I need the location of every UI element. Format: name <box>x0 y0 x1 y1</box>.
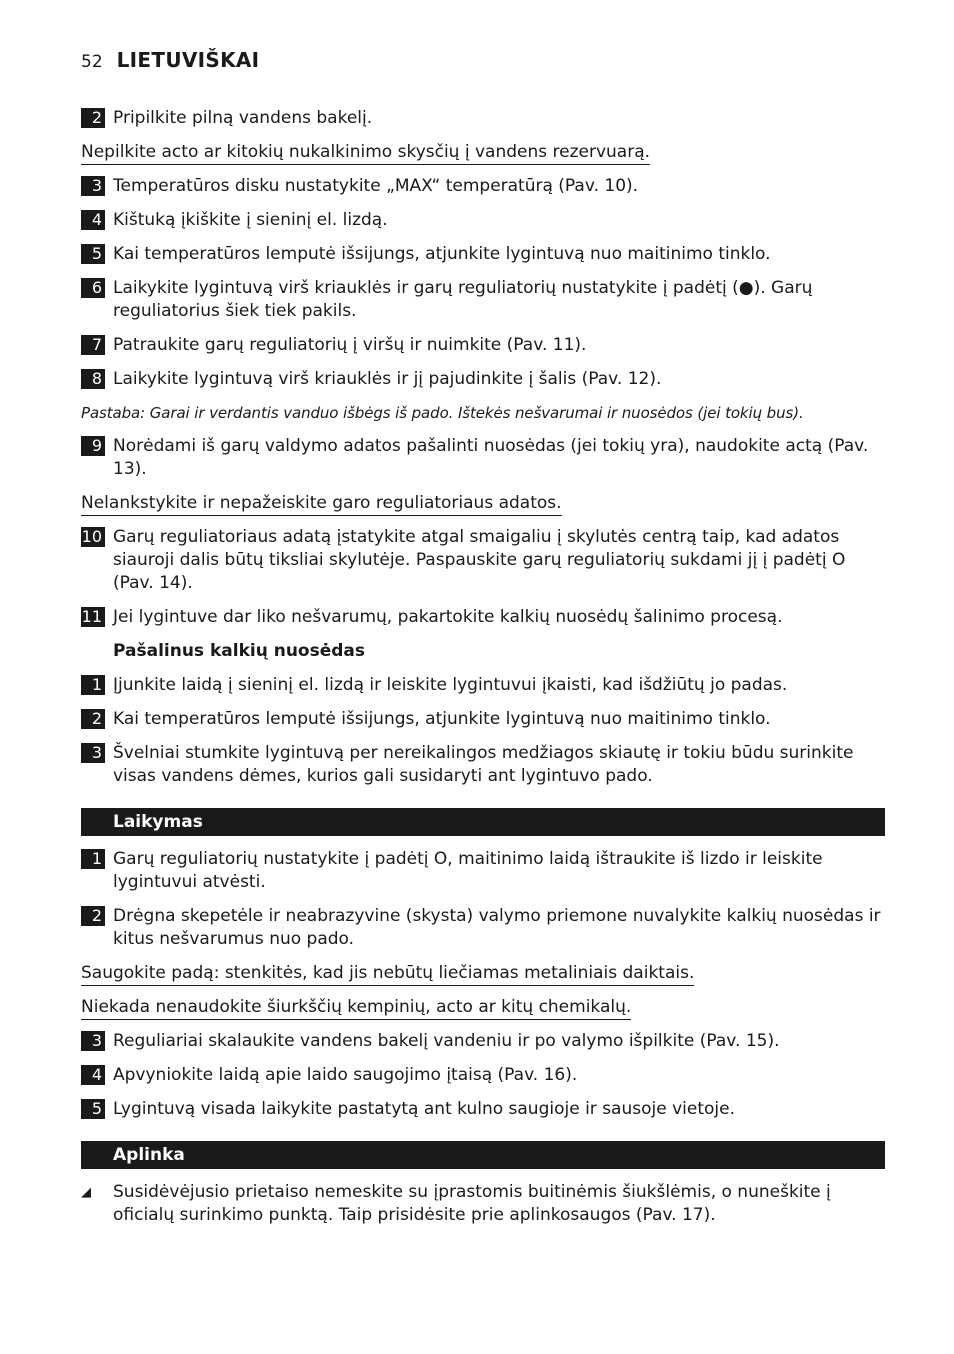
step-text: Laikykite lygintuvą virš kriauklės ir jį pajudinkite į šalis (Pav. 12). <box>113 369 662 389</box>
section-header-laikymas: Laikymas <box>81 808 885 836</box>
step-text: Norėdami iš garų valdymo adatos pašalinti nuosėdas (jei tokių yra), naudokite actą (Pav. 13). <box>113 436 869 479</box>
step-number-badge: 8 <box>81 369 105 389</box>
warning-text-content: Nepilkite acto ar kitokių nukalkinimo skysčių į vandens rezervuarą. <box>81 142 650 165</box>
step-text: Patraukite garų reguliatorių į viršų ir nuimkite (Pav. 11). <box>113 335 587 355</box>
step-number-badge: 4 <box>81 210 105 230</box>
environment-bullet <box>81 1181 885 1227</box>
page-number: 52 <box>81 52 103 72</box>
warning-text <box>81 141 885 164</box>
step-number-badge: 5 <box>81 244 105 264</box>
step-item <box>81 243 885 266</box>
step-number-badge: 3 <box>81 743 105 763</box>
step-number-badge: 1 <box>81 675 105 695</box>
storage-steps <box>81 848 885 1121</box>
step-number-badge: 2 <box>81 906 105 926</box>
step-text: Laikykite lygintuvą virš kriauklės ir garų reguliatorių nustatykite į padėtį (●). Garų reguliatorius šiek tiek pakils. <box>113 278 813 321</box>
step-item <box>81 708 885 731</box>
step-item <box>81 277 885 323</box>
step-text: Garų reguliatorių nustatykite į padėtį O, maitinimo laidą ištraukite iš lizdo ir leiskite lygintuvui atvėsti. <box>113 849 823 892</box>
step-number-badge: 2 <box>81 108 105 128</box>
step-text: Drėgna skepetėle ir neabrazyvine (skysta) valymo priemone nuvalykite kalkių nuosėdas ir kitus nešvarumus nuo pado. <box>113 906 881 949</box>
step-number-badge: 11 <box>81 607 105 627</box>
step-number-badge: 10 <box>81 527 105 547</box>
page-header <box>81 48 259 72</box>
step-number-badge: 1 <box>81 849 105 869</box>
warning-text-content: Niekada nenaudokite šiurkščių kempinių, acto ar kitų chemikalų. <box>81 997 631 1020</box>
step-item <box>81 742 885 788</box>
language-title: LIETUVIŠKAI <box>116 48 260 72</box>
step-item <box>81 435 885 481</box>
step-text: Temperatūros disku nustatykite „MAX“ temperatūrą (Pav. 10). <box>113 176 639 196</box>
step-item <box>81 1064 885 1087</box>
step-text: Kai temperatūros lemputė išsijungs, atjunkite lygintuvą nuo maitinimo tinklo. <box>113 244 771 264</box>
section-header-aplinka: Aplinka <box>81 1141 885 1169</box>
warning-text-content: Nelankstykite ir nepažeiskite garo reguliatoriaus adatos. <box>81 493 562 516</box>
step-text: Kištuką įkiškite į sieninį el. lizdą. <box>113 210 388 230</box>
warning-text-content: Saugokite padą: stenkitės, kad jis nebūtų liečiamas metaliniais daiktais. <box>81 963 694 986</box>
step-number-badge: 5 <box>81 1099 105 1119</box>
step-text: Apvyniokite laidą apie laido saugojimo įtaisą (Pav. 16). <box>113 1065 578 1085</box>
subheading: Pašalinus kalkių nuosėdas <box>113 641 366 661</box>
step-item <box>81 107 885 130</box>
warning-text <box>81 962 885 985</box>
step-item <box>81 606 885 629</box>
step-item <box>81 905 885 951</box>
step-item <box>81 674 885 697</box>
step-number-badge: 4 <box>81 1065 105 1085</box>
step-item <box>81 526 885 595</box>
step-number-badge: 7 <box>81 335 105 355</box>
warning-text <box>81 492 885 515</box>
step-item <box>81 334 885 357</box>
step-text: Jei lygintuve dar liko nešvarumų, pakartokite kalkių nuosėdų šalinimo procesą. <box>113 607 783 627</box>
step-text: Garų reguliatoriaus adatą įstatykite atgal smaigaliu į skylutės centrą taip, kad adatos siauroji dalis būtų tiksliai skylutėje. Paspauskite garų reguliatorių sukdami jį į padėtį O (Pav. 14). <box>113 527 846 593</box>
step-number-badge: 6 <box>81 278 105 298</box>
step-item <box>81 209 885 232</box>
step-text: Kai temperatūros lemputė išsijungs, atjunkite lygintuvą nuo maitinimo tinklo. <box>113 709 771 729</box>
step-number-badge: 3 <box>81 176 105 196</box>
bullet-text: Susidėvėjusio prietaiso nemeskite su įprastomis buitinėmis šiukšlėmis, o nuneškite į oficialų surinkimo punktą. Taip prisidėsite prie aplinkosaugos (Pav. 17). <box>113 1182 831 1225</box>
step-number-badge: 9 <box>81 436 105 456</box>
content <box>81 107 885 1227</box>
step-item <box>81 1098 885 1121</box>
step-number-badge: 2 <box>81 709 105 729</box>
step-number-badge: 3 <box>81 1031 105 1051</box>
step-text: Švelniai stumkite lygintuvą per nereikalingos medžiagos skiautę ir tokiu būdu surinkite visas vandens dėmes, kurios gali susidaryti ant lygintuvo pado. <box>113 743 854 786</box>
step-item <box>81 368 885 391</box>
warning-text <box>81 996 885 1019</box>
triangle-bullet-icon: ◢ <box>81 1185 91 1200</box>
descaling-steps <box>81 107 885 788</box>
step-item <box>81 1030 885 1053</box>
step-text: Lygintuvą visada laikykite pastatytą ant kulno saugioje ir sausoje vietoje. <box>113 1099 735 1119</box>
note-text: Pastaba: Garai ir verdantis vanduo išbėgs iš pado. Ištekės nešvarumai ir nuosėdos (jei tokių bus). <box>81 404 804 422</box>
step-item <box>81 848 885 894</box>
step-text: Pripilkite pilną vandens bakelį. <box>113 108 373 128</box>
step-text: Reguliariai skalaukite vandens bakelį vandeniu ir po valymo išpilkite (Pav. 15). <box>113 1031 780 1051</box>
step-text: Įjunkite laidą į sieninį el. lizdą ir leiskite lygintuvui įkaisti, kad išdžiūtų jo padas. <box>113 675 788 695</box>
step-item <box>81 175 885 198</box>
